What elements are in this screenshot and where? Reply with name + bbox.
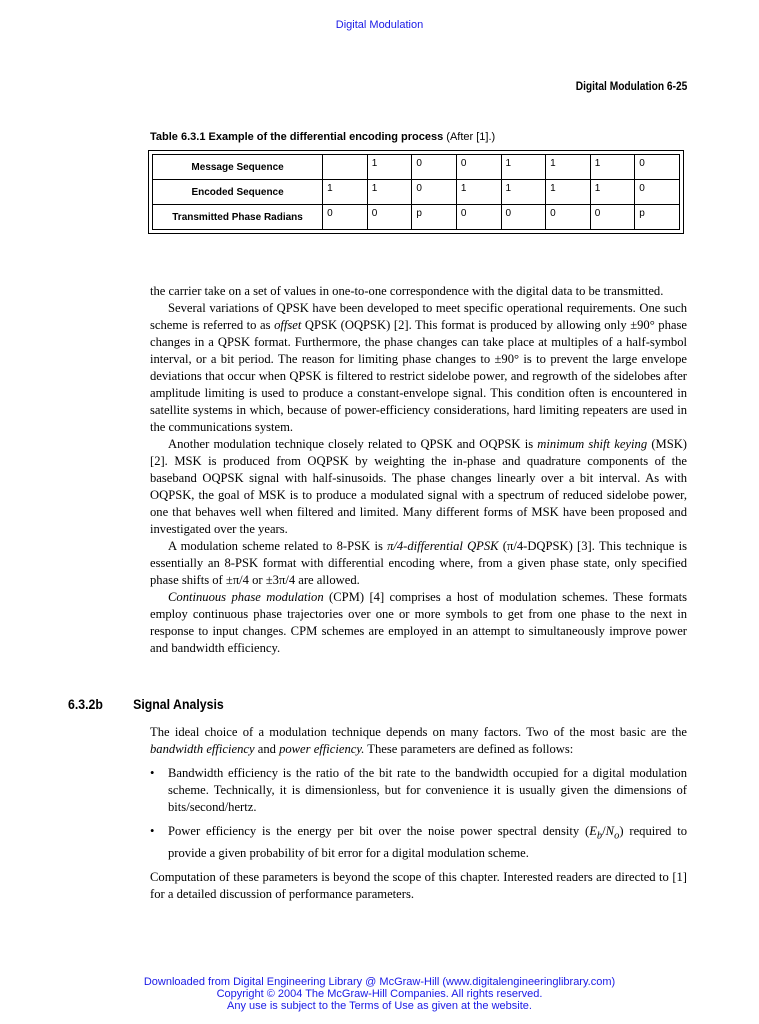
table-cell: p <box>635 205 680 230</box>
running-head: Digital Modulation 6-25 <box>575 79 687 93</box>
table-cell: 0 <box>635 155 680 180</box>
table-row <box>153 205 680 230</box>
table-caption-title: Table 6.3.1 Example of the differential encoding process <box>150 131 444 143</box>
table-cell: 1 <box>367 180 412 205</box>
table-caption <box>150 131 495 143</box>
table-cell: 1 <box>367 155 412 180</box>
row-label: Message Sequence <box>153 155 323 180</box>
table-cell: 1 <box>501 155 546 180</box>
table-cell: 0 <box>590 205 635 230</box>
paragraph: the carrier take on a set of values in one-to-one correspondence with the digital data to be transmitted. <box>150 284 664 298</box>
table-cell: 0 <box>456 155 501 180</box>
footer-download-link[interactable]: Downloaded from Digital Engineering Library @ McGraw-Hill (www.digitalengineeringlibrary.com) <box>143 976 616 988</box>
paragraph: Several variations of QPSK have been developed to meet specific operational requirements. One such scheme is referred to as offset QPSK (OQPSK) [2]. This format is produced by allowing only ±90° phase changes in a QPSK format. Furthermore, the phase changes can take place at multiples of a half-symbol interval, or a bit period. The reason for limiting phase changes to ±90° is to prevent the large envelope deviations that occur when QPSK is filtered to restrict sidelobe power, and regrowth of the sidelobes after amplitude limiting is used to produce a constant-envelope signal. This condition often is encountered in satellite systems in which, because of power-efficiency considerations, hard limiting repeaters are used in the communications system. <box>150 301 687 434</box>
table-cell: p <box>412 205 457 230</box>
paragraph: Continuous phase modulation (CPM) [4] comprises a host of modulation schemes. These formats employ continuous phase trajectories over one or more symbols to get from one phase to the next in response to input changes. CPM schemes are employed in an attempt to simultaneously improve power and bandwidth efficiency. <box>150 590 687 655</box>
table-cell: 0 <box>501 205 546 230</box>
table-cell: 1 <box>590 155 635 180</box>
row-label: Transmitted Phase Radians <box>153 205 323 230</box>
footer-copyright: Copyright © 2004 The McGraw-Hill Companies. All rights reserved. <box>216 988 543 1000</box>
paragraph: The ideal choice of a modulation technique depends on many factors. Two of the most basic are the bandwidth efficiency and power efficiency. These parameters are defined as follows: <box>150 725 687 756</box>
paragraph: A modulation scheme related to 8-PSK is π/4-differential QPSK (π/4-DQPSK) [3]. This technique is essentially an 8-PSK format with differential encoding where, from a given phase state, only specified phase shifts of ±π/4 or ±3π/4 are allowed. <box>150 539 687 587</box>
paragraph: Computation of these parameters is beyond the scope of this chapter. Interested readers are directed to [1] for a detailed discussion of performance parameters. <box>150 869 687 901</box>
table-row <box>153 180 680 205</box>
footer-terms-link[interactable]: Any use is subject to the Terms of Use as given at the website. <box>227 1000 532 1012</box>
top-title-link[interactable]: Digital Modulation <box>335 19 424 31</box>
table-cell: 0 <box>635 180 680 205</box>
table-caption-source: (After [1].) <box>443 131 496 143</box>
table-cell: 1 <box>590 180 635 205</box>
table-cell: 0 <box>412 155 457 180</box>
table-cell: 1 <box>323 180 368 205</box>
list-item: • Power efficiency is the energy per bit over the noise power spectral density $(E_b/N_o)$ required to provide a given probability of bit error for a digital modulation scheme. <box>150 824 687 860</box>
bullet-icon: • <box>150 766 155 780</box>
table-cell: 0 <box>367 205 412 230</box>
table-cell: 1 <box>546 155 591 180</box>
list-item: • Bandwidth efficiency is the ratio of the bit rate to the bandwidth occupied for a digital modulation scheme. Technically, it is dimensionless, but for convenience it is usually given the dimensions of bits/second/hertz. <box>150 766 687 814</box>
table-row <box>153 155 680 180</box>
table-cell <box>323 155 368 180</box>
bullet-icon: • <box>150 824 155 838</box>
table-cell: 0 <box>456 205 501 230</box>
table-cell: 1 <box>456 180 501 205</box>
footer <box>0 976 759 1012</box>
differential-encoding-table <box>148 150 684 234</box>
section-heading <box>68 696 224 712</box>
table-cell: 0 <box>412 180 457 205</box>
table-cell: 0 <box>323 205 368 230</box>
paragraph: Another modulation technique closely related to QPSK and OQPSK is minimum shift keying (MSK) [2]. MSK is produced from OQPSK by weighting the in-phase and quadrature components of the baseband OQPSK signal with half-sinusoids. The phase changes linearly over a bit interval. As with OQPSK, the goal of MSK is to produce a modulated signal with a spectrum of reduced sidelobe power, one that behaves well when filtered and limited. Many different forms of MSK have been proposed and investigated over the years. <box>150 437 688 536</box>
definition-list <box>150 765 687 862</box>
table-cell: 1 <box>501 180 546 205</box>
body-text-block <box>150 283 687 657</box>
table-cell: 0 <box>546 205 591 230</box>
row-label: Encoded Sequence <box>153 180 323 205</box>
section-text-block <box>150 724 687 903</box>
section-title: Signal Analysis <box>133 696 224 712</box>
table-cell: 1 <box>546 180 591 205</box>
section-number: 6.3.2b <box>68 696 103 712</box>
